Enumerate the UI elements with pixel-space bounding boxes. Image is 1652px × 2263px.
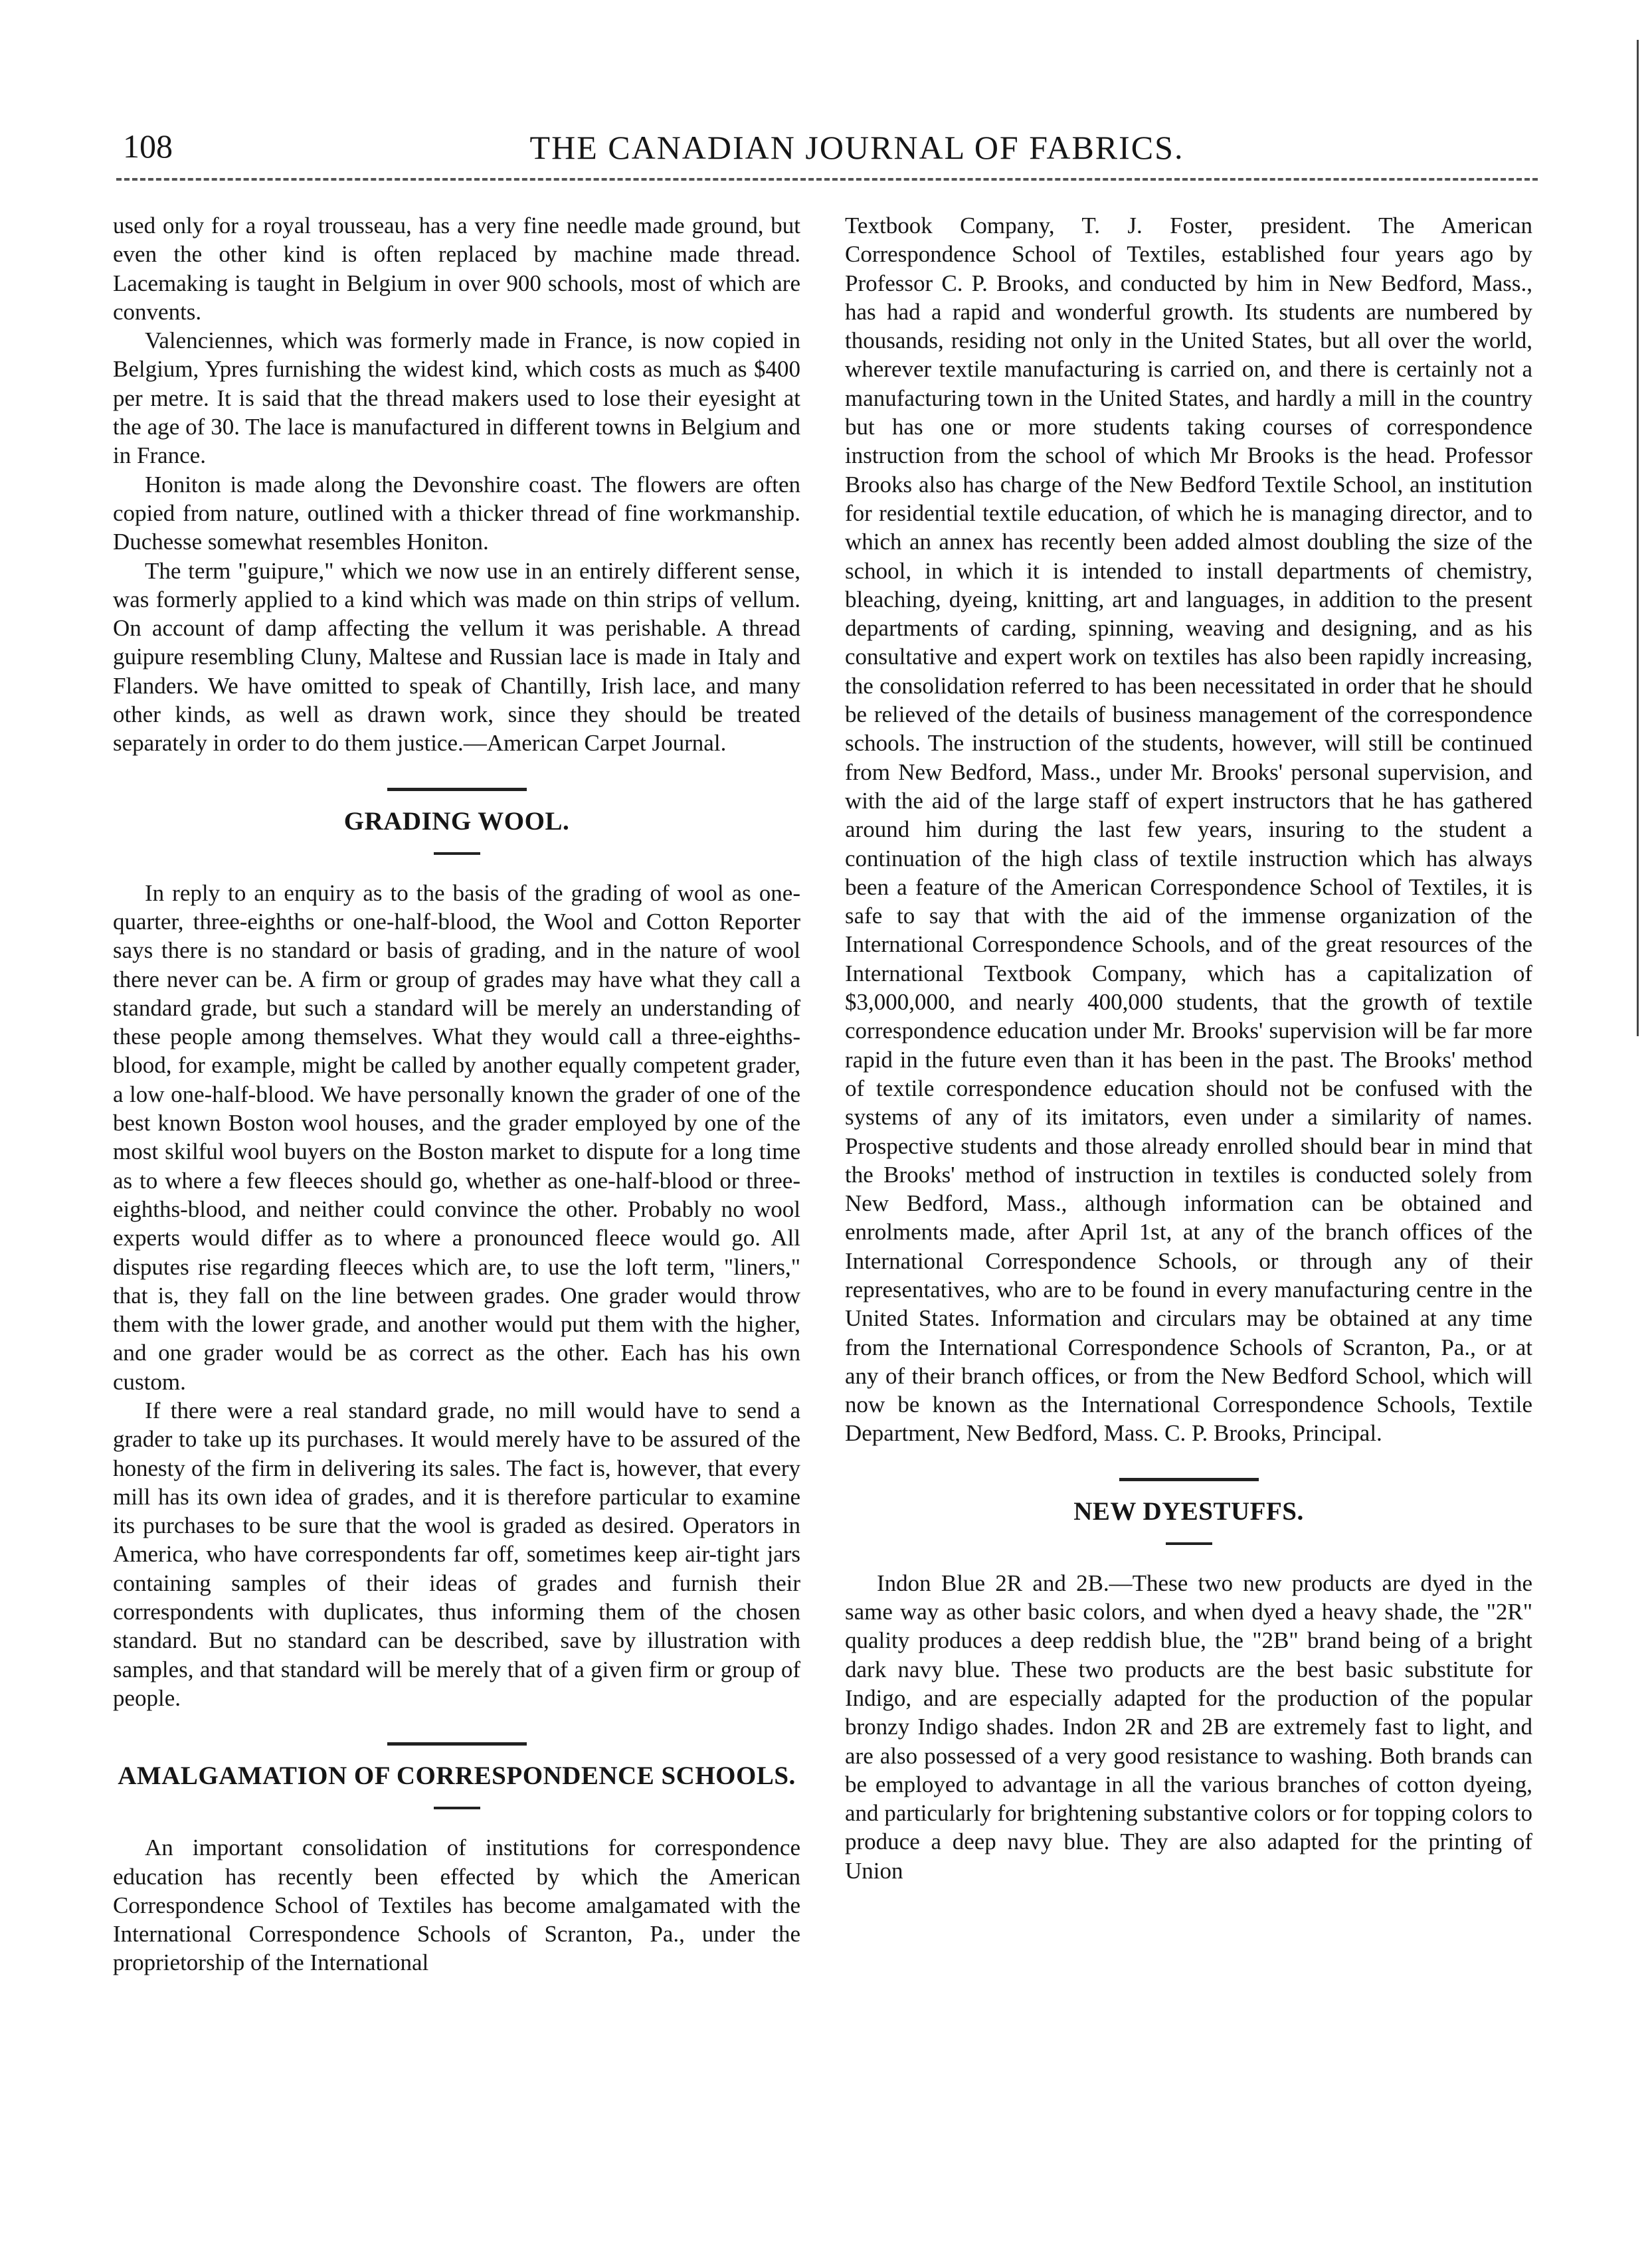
grading-wool-paragraph-2: If there were a real standard grade, no mill would have to send a grader to take up its purchases. It would merely have to be assured of the honesty of the firm in delivering its sales. The fact is, however, that every mill has its own idea of grades, and it is therefore particular to examine its purchases to be sure that the wool is graded as desired. Operators in America, who have correspondents far off, sometimes keep air-tight jars containing samples of their ideas of grades and furnish their correspondents with duplicates, thus informing them of the chosen standard. But no standard can be described, save by illustration with samples, and that standard will be merely that of a given firm or group of people. [113,1397,800,1711]
new-dyestuffs-paragraph-1: Indon Blue 2R and 2B.—These two new products are dyed in the same way as other basic colors, and when dyed a heavy shade, the "2R" quality produces a deep reddish blue, the "2B" brand being of a bright dark navy blue. These two products are the best basic substitute for Indigo, and are especially adapted for the production of the popular bronzy Indigo shades. Indon 2R and 2B are extremely fast to light, and are also possessed of a very good resistance to washing. Both brands can be employed to advantage in all the various branches of cotton dyeing, and particularly for brightening substantive colors or for topping colors to produce a deep navy blue. They are also adapted for the printing of Union [845,1570,1532,1884]
lace-paragraph-3: Honiton is made along the Devonshire coast. The flowers are often copied from nature, outlined with a thicker thread of fine workmanship. Duchesse somewhat resembles Honiton. [113,471,800,555]
grading-wool-heading: GRADING WOOL. [343,806,570,836]
amalgamation-heading: AMALGAMATION OF CORRESPONDENCE SCHOOLS. [118,1762,796,1791]
lace-paragraph-2: Valenciennes, which was formerly made in France, is now copied in Belgium, Ypres furnishing the widest kind, which costs as much as $400 per metre. It is said that the thread makers used to lose their eyesight at the age of 30. The lace is manufactured in different towns in Belgium and in France. [113,327,800,469]
right-column [845,211,1532,1885]
binding-edge-line [1637,40,1639,1036]
left-column [113,211,800,1977]
header-rule [116,178,1538,181]
new-dyestuffs-heading: NEW DYESTUFFS. [1073,1496,1304,1526]
lace-paragraph-1: used only for a royal trousseau, has a very fine needle made ground, but even the other kind is often replaced by machine made thread. Lacemaking is taught in Belgium in over 900 schools, most of which are convents. [113,213,800,325]
running-head: THE CANADIAN JOURNAL OF FABRICS. [529,129,1184,166]
amalgamation-paragraph-1: An important consolidation of institutions for correspondence education has recently been effected by which the American Correspondence School of Textiles has become amalgamated with the International Correspondence Schools of Scranton, Pa., under the proprietorship of the International [113,1835,800,1976]
amalgamation-continued-paragraph: Textbook Company, T. J. Foster, president. The American Correspondence School of Textiles, established four years ago by Professor C. P. Brooks, and conducted by him in New Bedford, Mass., has had a rapid and wonderful growth. Its students are numbered by thousands, residing not only in the United States, but all over the world, wherever textile manufacturing is carried on, and there is certainly not a manufacturing town in the United States, and hardly a mill in the country but has one or more students taking courses of correspondence instruction from the school of which Mr Brooks is the head. Professor Brooks also has charge of the New Bedford Textile School, an institution for residential textile education, of which he is managing director, and to which an annex has recently been added almost doubling the size of the school, in which it is intended to install departments of chemistry, bleaching, dyeing, knitting, art and languages, in addition to the present departments of carding, spinning, weaving and designing, and as his consultative and expert work on textiles has also been rapidly increasing, the consolidation referred to has been necessitated in order that he should be relieved of the details of business management of the correspondence schools. The instruction of the students, however, will still be continued from New Bedford, Mass., under Mr. Brooks' personal supervision, and with the aid of the large staff of expert instructors that he has gathered around him during the last few years, insuring to the student a continuation of the high class of textile instruction which has always been a feature of the American Correspondence School of Textiles, it is safe to say that with the aid of the immense organization of the International Correspondence Schools, and of the great resources of the International Textbook Company, which has a capitalization of $3,000,000, and nearly 400,000 students, that the growth of textile correspondence education under Mr. Brooks' supervision will be far more rapid in the future even than it has been in the past. The Brooks' method of textile correspondence education should not be confused with the systems of any of its imitators, even under a similarity of names. Prospective students and those already enrolled should bear in mind that the Brooks' method of instruction in textiles is conducted solely from New Bedford, Mass., although information can be obtained and enrolments made, after April 1st, at any of the branch offices of the International Correspondence Schools, or through any of their representatives, who are to be found in every manufacturing centre in the United States. Information and circulars may be obtained at any time from the International Correspondence Schools of Scranton, Pa., or at any of their branch offices, or from the New Bedford School, which will now be known as the International Correspondence Schools, Textile Department, New Bedford, Mass. C. P. Brooks, Principal. [845,213,1532,1447]
lace-paragraph-4: The term "guipure," which we now use in an entirely different sense, was formerly applied to a kind which was made on thin strips of vellum. On account of damp affecting the vellum it was perishable. A thread guipure resembling Cluny, Maltese and Russian lace is made in Italy and Flanders. We have omitted to speak of Chantilly, Irish lace, and many other kinds, as well as drawn work, since they should be treated separately in order to do them justice.—American Carpet Journal. [113,557,800,757]
page-number: 108 [123,128,173,165]
grading-wool-paragraph-1: In reply to an enquiry as to the basis of the grading of wool as one-quarter, three-eighths or one-half-blood, the Wool and Cotton Reporter says there is no standard or basis of grading, and in the nature of wool there never can be. A firm or group of grades may have what they call a standard grade, but such a standard will be merely an understanding of these people among themselves. What they would call a three-eighths-blood, for example, might be called by another equally competent grader, a low one-half-blood. We have personally known the grader of one of the best known Boston wool houses, and the grader employed by one of the most skilful wool buyers on the Boston market to dispute for a long time as to where a few fleeces should go, whether as one-half-blood or three-eighths-blood, and neither could convince the other. Probably no wool experts would differ as to where a pronounced fleece would go. All disputes rise regarding fleeces which are, to use the loft term, "liners," that is, they fall on the line between grades. One grader would throw them with the lower grade, and another would put them with the higher, and one grader would be as correct as the other. Each has his own custom. [113,879,800,1395]
